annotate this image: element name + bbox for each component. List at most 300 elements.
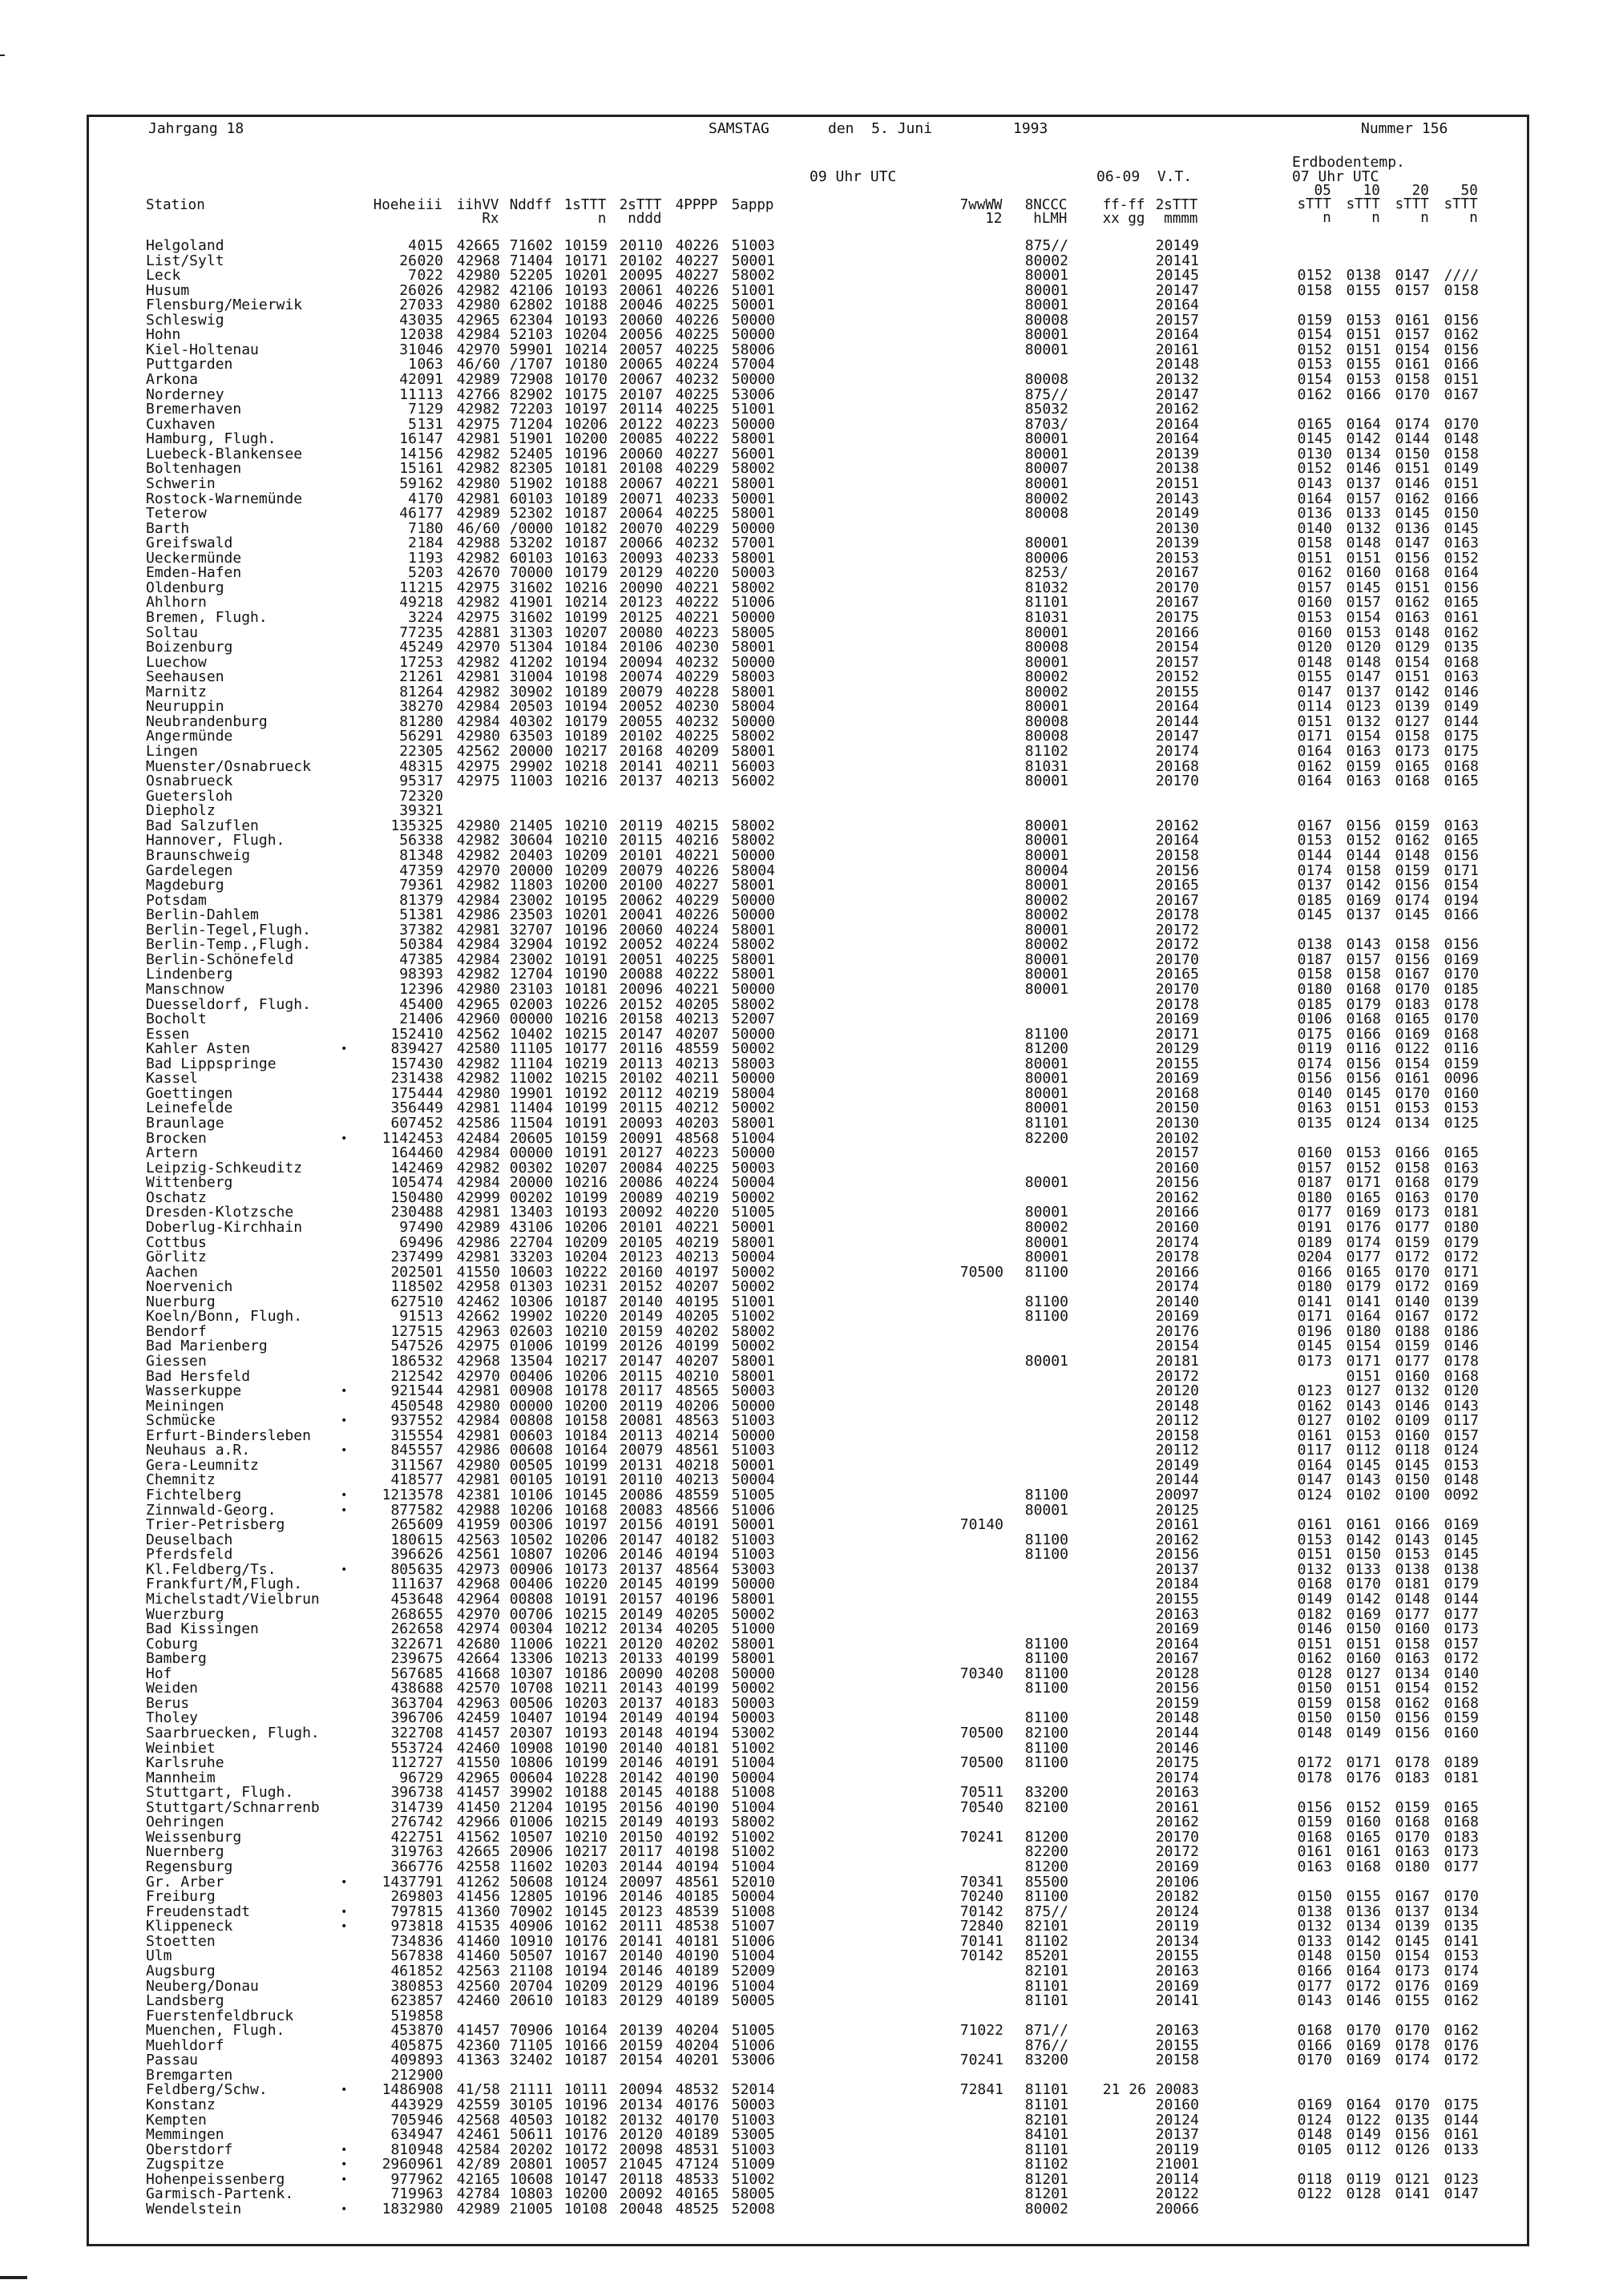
table-cell: 5 — [408, 564, 417, 582]
table-cell: 0170 — [1395, 981, 1430, 998]
table-cell: 81100 — [1024, 1531, 1068, 1548]
table-cell: 0127 — [1346, 1664, 1381, 1682]
table-cell: 47 — [399, 862, 417, 879]
table-cell: 82101 — [1024, 2111, 1068, 2129]
table-cell: 0144 — [1395, 430, 1430, 448]
table-cell: 0158 — [1444, 281, 1479, 299]
table-cell: 70540 — [959, 1798, 1003, 1816]
table-cell: 0156 — [1297, 1070, 1332, 1087]
table-cell: 10221 — [563, 1635, 608, 1652]
table-cell: 0164 — [1297, 773, 1332, 790]
table-cell: 00202 — [509, 1188, 553, 1206]
table-cell: 0147 — [1297, 1471, 1332, 1489]
table-cell: • — [341, 1563, 348, 1576]
table-cell: 39 — [399, 802, 417, 820]
table-cell: 0152 — [1346, 1159, 1381, 1176]
table-cell: 82101 — [1024, 1918, 1068, 1935]
table-cell: 20000 — [509, 743, 553, 761]
table-cell: 26 — [399, 281, 417, 299]
station-name: Muenchen, Flugh. — [146, 2022, 285, 2040]
table-cell: 2 — [408, 535, 417, 552]
table-cell: 0120 — [1346, 639, 1381, 656]
table-cell: 0164 — [1444, 564, 1479, 582]
table-cell: 150 — [390, 1188, 417, 1206]
table-cell: 10179 — [563, 712, 608, 730]
table-cell: 10207 — [563, 1159, 608, 1176]
table-cell: 47124 — [675, 2156, 719, 2173]
table-cell: 0177 — [1297, 1204, 1332, 1221]
table-cell: 0158 — [1395, 728, 1430, 745]
table-cell: 20147 — [1155, 728, 1199, 745]
table-cell: 40181 — [675, 1739, 719, 1757]
table-cell: 0149 — [1346, 2126, 1381, 2144]
table-cell: 51304 — [509, 639, 553, 656]
table-cell: 113 — [417, 385, 443, 403]
table-cell: 10803 — [509, 2185, 553, 2203]
table-cell: 20153 — [1155, 549, 1199, 567]
table-cell: 81100 — [1024, 1263, 1068, 1281]
station-name: Dresden-Klotzsche — [146, 1204, 294, 1221]
table-cell: 13403 — [509, 1204, 553, 1221]
table-cell: 58001 — [731, 1590, 775, 1608]
station-name: Leck — [146, 267, 181, 284]
table-cell: • — [341, 1489, 348, 1503]
table-cell: 20074 — [619, 668, 663, 686]
station-name: Stuttgart, Flugh. — [146, 1784, 294, 1802]
table-cell: 20164 — [1155, 832, 1199, 849]
table-cell: 544 — [417, 1382, 443, 1400]
table-cell: 58005 — [731, 623, 775, 641]
table-cell: 218 — [417, 594, 443, 611]
table-cell: 40170 — [675, 2111, 719, 2129]
table-cell: 81 — [399, 683, 417, 700]
table-cell: 0140 — [1297, 1084, 1332, 1102]
table-cell: 0142 — [1346, 1590, 1381, 1608]
table-cell: 0169 — [1444, 950, 1479, 968]
table-cell: 0105 — [1297, 2141, 1332, 2158]
table-cell: 946 — [417, 2111, 443, 2129]
table-cell: 51003 — [731, 237, 775, 254]
table-cell: 10188 — [563, 1784, 608, 1802]
table-cell: 20113 — [619, 1426, 663, 1444]
table-cell: 20164 — [1155, 415, 1199, 433]
table-cell: 40211 — [675, 757, 719, 775]
table-cell: 40185 — [675, 1888, 719, 1906]
table-cell: 40182 — [675, 1531, 719, 1548]
table-cell: 10708 — [509, 1680, 553, 1697]
table-cell: 80007 — [1024, 460, 1068, 478]
table-cell: 20155 — [1155, 683, 1199, 700]
table-cell: 19901 — [509, 1084, 553, 1102]
table-cell: 0173 — [1444, 1620, 1479, 1638]
station-name: Husum — [146, 281, 190, 299]
table-cell: 156 — [417, 445, 443, 462]
table-cell: 0160 — [1297, 623, 1332, 641]
table-cell: 42562 — [456, 743, 500, 761]
table-cell: 8253/ — [1024, 564, 1068, 582]
table-cell: 20175 — [1155, 609, 1199, 626]
table-cell: 10194 — [563, 698, 608, 716]
table-cell: 81100 — [1024, 1308, 1068, 1326]
table-cell: 0179 — [1444, 1174, 1479, 1192]
table-cell: 52010 — [731, 1873, 775, 1890]
column-header-iihvv: iihVV Rx — [456, 197, 499, 227]
table-cell: 0175 — [1297, 1025, 1332, 1043]
table-cell: 0150 — [1346, 1709, 1381, 1727]
table-cell: 20134 — [619, 2096, 663, 2113]
station-name: Kempten — [146, 2111, 207, 2129]
table-cell: 0170 — [1346, 2022, 1381, 2040]
table-cell: 0135 — [1444, 1918, 1479, 1935]
table-cell: 77 — [399, 623, 417, 641]
table-cell: 52007 — [731, 1011, 775, 1028]
table-cell: 314 — [390, 1798, 417, 1816]
table-cell: 41450 — [456, 1798, 500, 1816]
table-cell: • — [341, 1444, 348, 1458]
table-cell: 0163 — [1395, 1843, 1430, 1861]
table-cell: 10191 — [563, 1144, 608, 1162]
table-cell: 42881 — [456, 623, 500, 641]
table-cell: 00908 — [509, 1382, 553, 1400]
table-cell: 947 — [417, 2126, 443, 2144]
table-cell: 20079 — [619, 862, 663, 879]
station-name: Leinefelde — [146, 1100, 233, 1117]
station-name: Barth — [146, 519, 190, 537]
table-cell: 0179 — [1444, 1233, 1479, 1251]
table-cell: 20162 — [1155, 1531, 1199, 1548]
table-cell: 20159 — [1155, 1694, 1199, 1712]
table-cell: 0143 — [1346, 936, 1381, 954]
table-cell: 427 — [417, 1040, 443, 1058]
table-cell: 615 — [417, 1531, 443, 1548]
table-cell: 131 — [417, 415, 443, 433]
table-cell: 0175 — [1444, 2096, 1479, 2113]
table-cell: 0157 — [1346, 594, 1381, 611]
table-cell: 42981 — [456, 1249, 500, 1266]
table-cell: 40302 — [509, 712, 553, 730]
table-cell: 81201 — [1024, 2170, 1068, 2188]
table-cell: 0159 — [1395, 817, 1430, 834]
table-cell: 20160 — [1155, 1218, 1199, 1236]
station-name: Braunlage — [146, 1115, 224, 1132]
table-cell: 51001 — [731, 1293, 775, 1310]
table-cell: 80001 — [1024, 1353, 1068, 1370]
table-cell: 80001 — [1024, 445, 1068, 462]
table-cell: 80001 — [1024, 281, 1068, 299]
table-cell: 253 — [417, 653, 443, 671]
table-cell: 0154 — [1395, 1680, 1430, 1697]
table-cell: 0100 — [1395, 1487, 1430, 1504]
table-cell: 50 — [399, 936, 417, 954]
table-cell: 50001 — [731, 297, 775, 314]
table-cell: 0170 — [1297, 2052, 1332, 2069]
table-cell: 52009 — [731, 1962, 775, 1979]
table-cell: 0186 — [1444, 1322, 1479, 1340]
table-cell: 10231 — [563, 1278, 608, 1296]
table-cell: 40190 — [675, 1769, 719, 1786]
table-cell: 0151 — [1346, 1100, 1381, 1117]
table-cell: 0153 — [1395, 1546, 1430, 1564]
table-cell: 0171 — [1297, 1308, 1332, 1326]
table-cell: 0160 — [1395, 1426, 1430, 1444]
table-cell: 10217 — [563, 1353, 608, 1370]
table-cell: 51 — [399, 906, 417, 924]
table-cell: 10189 — [563, 728, 608, 745]
table-cell: 10191 — [563, 1115, 608, 1132]
table-cell: 948 — [417, 2141, 443, 2158]
table-cell: 805 — [390, 1560, 417, 1578]
table-cell: 0138 — [1297, 1903, 1332, 1920]
table-cell: 80001 — [1024, 966, 1068, 983]
table-cell: 82100 — [1024, 1725, 1068, 1741]
table-cell: 20146 — [1155, 1739, 1199, 1757]
table-cell: 202 — [390, 1263, 417, 1281]
table-cell: 0138 — [1297, 936, 1332, 954]
table-cell: 0164 — [1346, 1308, 1381, 1326]
table-cell: 10198 — [563, 668, 608, 686]
table-cell: 20065 — [619, 356, 663, 373]
table-cell: 270 — [417, 698, 443, 716]
table-cell: 46/60 — [456, 356, 500, 373]
table-cell: 20093 — [619, 549, 663, 567]
column-header-c8: 8NCCC hLMH — [1024, 197, 1068, 227]
table-cell: 0157 — [1395, 326, 1430, 344]
table-cell: 40191 — [675, 1754, 719, 1772]
table-cell: 0148 — [1395, 623, 1430, 641]
table-cell: 58001 — [731, 549, 775, 567]
table-cell: 763 — [417, 1843, 443, 1861]
table-cell: 20100 — [619, 877, 663, 894]
station-name: Fichtelberg — [146, 1487, 242, 1504]
table-cell: 10158 — [563, 1412, 608, 1430]
table-cell: 10216 — [563, 773, 608, 790]
table-cell: 0145 — [1395, 505, 1430, 523]
table-cell: 0153 — [1346, 1144, 1381, 1162]
table-cell: 0160 — [1346, 1814, 1381, 1831]
table-cell: 02603 — [509, 1322, 553, 1340]
table-cell: 20172 — [1155, 1843, 1199, 1861]
table-cell: 58002 — [731, 817, 775, 834]
table-cell: 58002 — [731, 267, 775, 284]
table-cell: 40222 — [675, 594, 719, 611]
table-cell: 80001 — [1024, 430, 1068, 448]
table-cell: 791 — [417, 1873, 443, 1890]
table-cell: 30604 — [509, 832, 553, 849]
table-cell: 0159 — [1395, 862, 1430, 879]
table-cell: 10806 — [509, 1754, 553, 1772]
table-cell: 42580 — [456, 1040, 500, 1058]
table-cell: 0159 — [1395, 1338, 1430, 1355]
table-cell: 80008 — [1024, 712, 1068, 730]
table-cell: 20000 — [509, 862, 553, 879]
table-cell: 0123 — [1297, 1382, 1332, 1400]
station-name: Cuxhaven — [146, 415, 216, 433]
station-name: Gr. Arber — [146, 1873, 224, 1890]
table-cell: 27 — [399, 297, 417, 314]
table-cell: 20108 — [619, 460, 663, 478]
table-cell: 58004 — [731, 698, 775, 716]
table-cell: 20125 — [1155, 1501, 1199, 1519]
table-cell: 50000 — [731, 1144, 775, 1162]
table-cell: 51007 — [731, 1918, 775, 1935]
table-cell: 10199 — [563, 1456, 608, 1474]
table-cell: 20141 — [619, 757, 663, 775]
table-cell: 0159 — [1444, 1709, 1479, 1727]
soil-time-heading: 07 Uhr UTC — [1292, 168, 1379, 185]
table-cell: 41360 — [456, 1903, 500, 1920]
table-cell: 738 — [417, 1784, 443, 1802]
table-cell: 20060 — [619, 311, 663, 329]
table-cell: 20164 — [1155, 430, 1199, 448]
table-cell: 42965 — [456, 311, 500, 329]
table-cell: 177 — [417, 505, 443, 523]
table-cell: 10164 — [563, 2022, 608, 2040]
table-cell: 58002 — [731, 1322, 775, 1340]
table-cell: 81101 — [1024, 1115, 1068, 1132]
table-cell: 42966 — [456, 1814, 500, 1831]
table-cell: • — [341, 2202, 348, 2216]
table-cell: 0162 — [1395, 1694, 1430, 1712]
table-cell: 19902 — [509, 1308, 553, 1326]
table-cell: 147 — [417, 430, 443, 448]
table-cell: 0150 — [1297, 1888, 1332, 1906]
table-cell: 20154 — [1155, 639, 1199, 656]
table-cell: 0144 — [1297, 846, 1332, 864]
table-cell: 0146 — [1444, 1338, 1479, 1355]
table-cell: 20085 — [619, 430, 663, 448]
table-cell: 51004 — [731, 1754, 775, 1772]
table-cell: 10194 — [563, 1709, 608, 1727]
table-cell: 20092 — [619, 1204, 663, 1221]
column-header-s50: 50 sTTT n — [1444, 183, 1478, 226]
table-cell: 0173 — [1444, 1843, 1479, 1861]
table-cell: 58006 — [731, 341, 775, 358]
station-name: Weiden — [146, 1680, 199, 1697]
station-name: Mannheim — [146, 1769, 216, 1786]
table-cell: 0168 — [1395, 1814, 1430, 1831]
table-cell: 42965 — [456, 995, 500, 1013]
table-cell: 0145 — [1395, 1456, 1430, 1474]
table-cell: 40229 — [675, 460, 719, 478]
table-cell: 0162 — [1297, 1397, 1332, 1414]
table-cell: 51002 — [731, 1739, 775, 1757]
table-cell: 10191 — [563, 1590, 608, 1608]
table-cell: 20083 — [1155, 2081, 1199, 2099]
table-cell: 10192 — [563, 936, 608, 954]
table-cell: 81100 — [1024, 1635, 1068, 1652]
table-cell: 42964 — [456, 1590, 500, 1608]
table-cell: 0164 — [1297, 490, 1332, 507]
station-name: Flensburg/Meierwik — [146, 297, 303, 314]
table-cell: 85500 — [1024, 1873, 1068, 1890]
station-name: Wuerzburg — [146, 1605, 224, 1623]
table-cell: 10199 — [563, 1338, 608, 1355]
table-cell: 20154 — [1155, 1338, 1199, 1355]
table-cell: 40205 — [675, 995, 719, 1013]
table-cell: 0124 — [1444, 1442, 1479, 1459]
table-cell: 50003 — [731, 1382, 775, 1400]
table-cell: 82200 — [1024, 1843, 1068, 1861]
table-cell: 20163 — [1155, 2022, 1199, 2040]
table-cell: 0152 — [1346, 832, 1381, 849]
station-name: Passau — [146, 2052, 199, 2069]
table-cell: 0155 — [1395, 1992, 1430, 2010]
table-cell: 0148 — [1395, 846, 1430, 864]
table-cell: 10179 — [563, 564, 608, 582]
table-cell: 20133 — [619, 1650, 663, 1668]
table-cell: 80001 — [1024, 474, 1068, 492]
table-cell: 0179 — [1346, 995, 1381, 1013]
table-cell: 0170 — [1395, 2096, 1430, 2113]
table-cell: 0141 — [1346, 1293, 1381, 1310]
table-cell: 42968 — [456, 1353, 500, 1370]
table-cell: 51003 — [731, 1412, 775, 1430]
table-cell: 40199 — [675, 1338, 719, 1355]
table-cell: 0168 — [1346, 1858, 1381, 1876]
table-cell: 396 — [417, 981, 443, 998]
table-cell: 42570 — [456, 1680, 500, 1697]
table-cell: 0134 — [1346, 445, 1381, 462]
table-cell: 0168 — [1297, 1576, 1332, 1593]
table-cell: 366 — [390, 1858, 417, 1876]
table-cell: 80001 — [1024, 1174, 1068, 1192]
table-cell: • — [341, 1503, 348, 1517]
table-cell: 40194 — [675, 1858, 719, 1876]
table-cell: • — [341, 1920, 348, 1934]
table-cell: 0168 — [1346, 981, 1381, 998]
table-cell: 0158 — [1395, 371, 1430, 389]
table-cell: 80001 — [1024, 1100, 1068, 1117]
table-cell: 7 — [408, 401, 417, 418]
table-cell: 0145 — [1346, 1084, 1381, 1102]
table-cell: 162 — [417, 474, 443, 492]
table-cell: 20175 — [1155, 1754, 1199, 1772]
table-cell: 00706 — [509, 1605, 553, 1623]
table-cell: 20120 — [1155, 1382, 1199, 1400]
table-cell: 48566 — [675, 1501, 719, 1519]
table-cell: 10187 — [563, 535, 608, 552]
table-cell: 72908 — [509, 371, 553, 389]
table-cell: 430 — [417, 1055, 443, 1072]
station-name: Berlin-Temp.,Flugh. — [146, 936, 311, 954]
soil-temp-heading: Erdbodentemp. — [1292, 154, 1405, 171]
table-cell: 41460 — [456, 1947, 500, 1965]
table-cell: 20202 — [509, 2141, 553, 2158]
table-cell: 20166 — [1155, 623, 1199, 641]
table-cell: 0148 — [1297, 653, 1332, 671]
table-cell: 320 — [417, 787, 443, 805]
table-cell: 58001 — [731, 1367, 775, 1385]
table-cell: 48563 — [675, 1412, 719, 1430]
table-cell: 0168 — [1444, 653, 1479, 671]
table-cell: 0144 — [1444, 2111, 1479, 2129]
table-cell: 42982 — [456, 401, 500, 418]
table-cell: 0137 — [1297, 877, 1332, 894]
table-cell: 0144 — [1346, 846, 1381, 864]
table-cell: 557 — [417, 1442, 443, 1459]
table-cell: 42970 — [456, 1367, 500, 1385]
table-cell: 0153 — [1444, 1100, 1479, 1117]
table-cell: 30902 — [509, 683, 553, 700]
table-cell: 10111 — [563, 2081, 608, 2099]
table-cell: 0133 — [1297, 1932, 1332, 1950]
table-cell: 20174 — [1155, 1278, 1199, 1296]
table-cell: 80002 — [1024, 490, 1068, 507]
table-cell: 40225 — [675, 326, 719, 344]
table-cell: 81100 — [1024, 1025, 1068, 1043]
table-cell: 70000 — [509, 564, 553, 582]
table-cell: 70142 — [959, 1903, 1003, 1920]
